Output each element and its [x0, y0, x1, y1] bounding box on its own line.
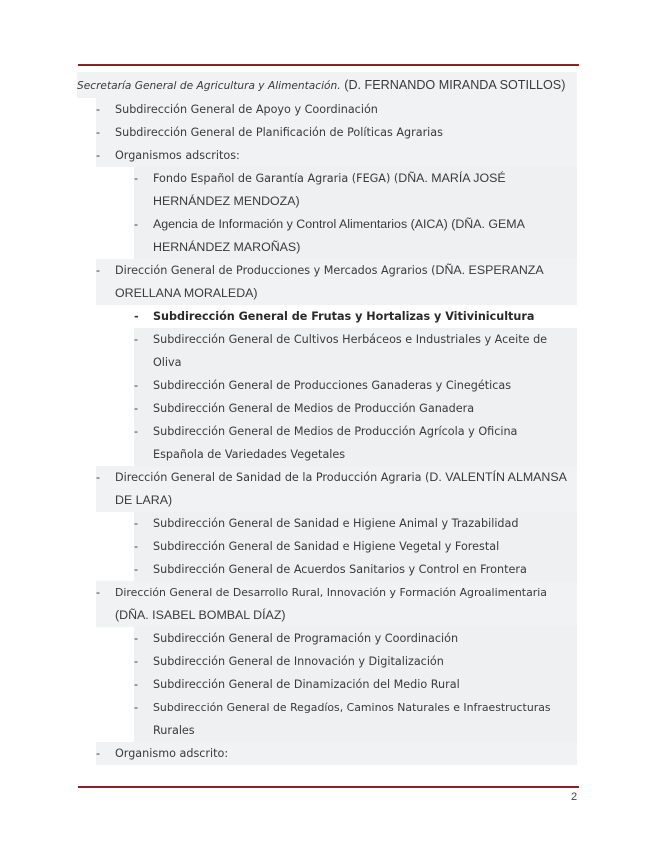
heading-person: (D. FERNANDO MIRANDA SOTILLOS) — [344, 78, 566, 92]
sub-list-item-continuation: HERNÁNDEZ MENDOZA) — [134, 190, 577, 213]
bullet-dash: - — [96, 149, 101, 162]
list-item: - Subdirección General de Planificación de Políticas Agrarias — [96, 121, 577, 144]
bullet-dash: - — [134, 540, 139, 553]
bottom-rule — [78, 786, 579, 788]
bullet-dash: - — [134, 172, 139, 185]
bullet-dash: - — [134, 218, 139, 231]
sub-list-item-continuation: HERNÁNDEZ MAROÑAS) — [134, 236, 577, 259]
list-item: - Dirección General de Desarrollo Rural, Innovación y Formación Agroalimentaria — [96, 581, 577, 604]
list-item-continuation: (DÑA. ISABEL BOMBAL DÍAZ) — [96, 604, 577, 627]
bullet-dash: - — [134, 632, 139, 645]
bullet-dash: - — [96, 103, 101, 116]
bullet-dash: - — [134, 563, 139, 576]
bullet-dash: - — [134, 333, 139, 346]
sub-list-item: - Subdirección General de Dinamización del Medio Rural — [134, 673, 577, 696]
list-item: - Subdirección General de Apoyo y Coordinación — [96, 98, 577, 121]
sub-list-item-continuation: Rurales — [134, 719, 577, 742]
list-item: - Dirección General de Producciones y Mercados Agrarios (DÑA. ESPERANZA — [96, 259, 577, 282]
sub-list-item: - Subdirección General de Acuerdos Sanitarios y Control en Frontera — [134, 558, 577, 581]
bullet-dash: - — [134, 517, 139, 530]
sub-list-item-bold: - Subdirección General de Frutas y Hortalizas y Vitivinicultura — [134, 305, 577, 328]
sub-list-item-continuation: Oliva — [134, 351, 577, 374]
bullet-dash: - — [134, 678, 139, 691]
list-item: - Organismos adscritos: — [96, 144, 577, 167]
list-item-continuation: ORELLANA MORALEDA) — [96, 282, 577, 305]
sub-list-item: - Subdirección General de Programación y Coordinación — [134, 627, 577, 650]
bullet-dash: - — [96, 471, 101, 484]
sub-list-item: - Subdirección General de Medios de Producción Ganadera — [134, 397, 577, 420]
bullet-dash: - — [134, 425, 139, 438]
sub-list-item: - Subdirección General de Regadíos, Caminos Naturales e Infraestructuras — [134, 696, 577, 719]
sub-list-item: - Subdirección General de Sanidad e Higiene Animal y Trazabilidad — [134, 512, 577, 535]
top-rule — [78, 64, 579, 66]
document-body — [0, 72, 655, 765]
bullet-dash: - — [96, 586, 101, 599]
list-item: - Dirección General de Sanidad de la Producción Agraria (D. VALENTÍN ALMANSA — [96, 466, 577, 489]
sub-list-item: - Subdirección General de Sanidad e Higiene Vegetal y Forestal — [134, 535, 577, 558]
sub-list-item: - Subdirección General de Medios de Producción Agrícola y Oficina — [134, 420, 577, 443]
sub-list-item: - Subdirección General de Innovación y Digitalización — [134, 650, 577, 673]
list-item: - Organismo adscrito: — [96, 742, 577, 765]
bullet-dash: - — [96, 264, 101, 277]
sub-list-item: - Agencia de Información y Control Alimentarios (AICA) (DÑA. GEMA — [134, 213, 577, 236]
bullet-dash: - — [96, 126, 101, 139]
list-item-continuation: DE LARA) — [96, 489, 577, 512]
sub-list-item: - Subdirección General de Cultivos Herbáceos e Industriales y Aceite de — [134, 328, 577, 351]
bullet-dash: - — [134, 701, 139, 714]
section-heading — [77, 72, 577, 98]
sub-list-item: - Subdirección General de Producciones Ganaderas y Cinegéticas — [134, 374, 577, 397]
bullet-dash: - — [134, 402, 139, 415]
bullet-dash: - — [134, 655, 139, 668]
sub-list-item: - Fondo Español de Garantía Agraria (FEGA) (DÑA. MARÍA JOSÉ — [134, 167, 577, 190]
bullet-dash: - — [134, 310, 139, 323]
bullet-dash: - — [96, 747, 101, 760]
heading-title: Secretaría General de Agricultura y Alimentación. — [77, 80, 341, 92]
bullet-dash: - — [134, 379, 139, 392]
sub-list-item-continuation: Española de Variedades Vegetales — [134, 443, 577, 466]
page-number: 2 — [571, 791, 578, 803]
